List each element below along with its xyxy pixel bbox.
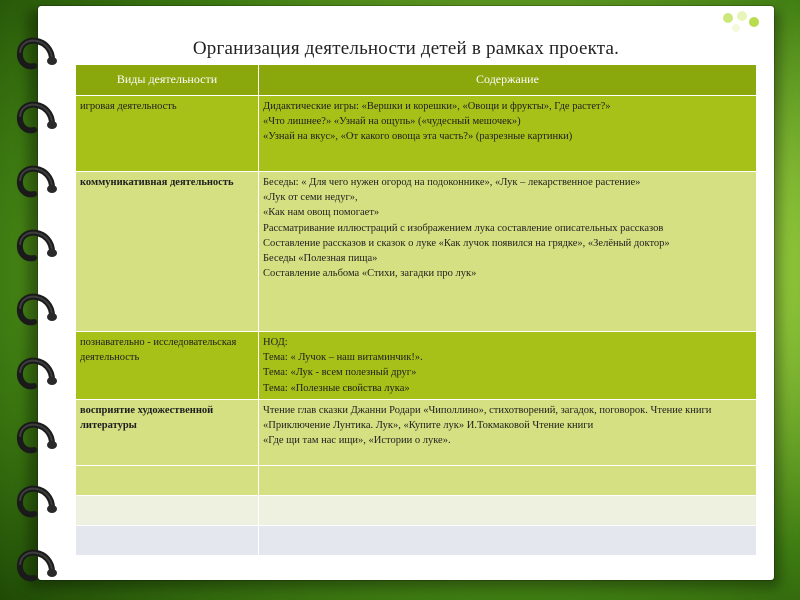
empty-cell <box>259 465 757 495</box>
content-cell <box>259 332 757 400</box>
binder-ring-icon <box>12 158 60 200</box>
binder-ring-icon <box>12 30 60 72</box>
slide-title: Организация деятельности детей в рамках проекта. <box>192 38 620 59</box>
binder-ring-icon <box>12 350 60 392</box>
activity-label: восприятие художественной литературы <box>80 404 214 432</box>
binder-ring-icon <box>12 478 60 520</box>
content-line: Чтение глав сказки Джанни Родари «Чиполлино», стихотворений, загадок, поговорок. Чтение книги «Приключение Лунтика. Лук», «Купите лук» И.Токмаковой Чтение книги <box>263 404 712 432</box>
table-row-empty <box>76 465 757 495</box>
content-line: «Как нам овощ помогает» <box>263 207 380 219</box>
activity-label: коммуникативная деятельность <box>80 177 234 188</box>
content-cell <box>259 96 757 172</box>
content-line: НОД: <box>263 337 288 348</box>
empty-cell <box>76 525 259 555</box>
content-line: Составление альбома «Стихи, загадки про лук» <box>263 268 477 280</box>
content-line: Рассматривание иллюстраций с изображением лука составление описательных рассказов <box>263 222 664 234</box>
empty-cell <box>76 495 259 525</box>
binder-ring-icon <box>12 542 60 584</box>
empty-cell <box>76 465 259 495</box>
content-line: Беседы: « Для чего нужен огород на подоконнике», «Лук – лекарственное растение» <box>263 177 641 188</box>
content-line: «Лук от семи недуг», <box>263 192 358 204</box>
table-row <box>76 332 757 400</box>
activity-cell <box>76 399 259 465</box>
activity-cell <box>76 96 259 172</box>
empty-cell <box>259 495 757 525</box>
content-line: «Узнай на вкус», «От какого овоща эта часть?» (разрезные картинки) <box>263 131 573 143</box>
content-line: «Что лишнее?» «Узнай на ощупь» («чудесный мешочек») <box>263 116 521 128</box>
content-line: Составление рассказов и сказок о луке «Как лучок появился на грядке», «Зелёный доктор» <box>263 237 670 249</box>
column-header-activity: Виды деятельности <box>76 65 259 96</box>
table-row-empty <box>76 525 757 555</box>
content-line: Дидактические игры: «Вершки и корешки», «Овощи и фрукты», Где растет?» <box>263 101 611 112</box>
activity-cell <box>76 332 259 400</box>
activity-cell <box>76 172 259 332</box>
activity-table <box>75 64 757 556</box>
empty-cell <box>259 525 757 555</box>
table-row <box>76 96 757 172</box>
activity-label: познавательно - исследовательская деятельность <box>80 337 237 364</box>
content-line: Беседы «Полезная пища» <box>263 253 378 265</box>
content-line: «Где щи там нас ищи», «Истории о луке». <box>263 435 451 447</box>
binder-ring-icon <box>12 94 60 136</box>
content-line: Тема: « Лучок – наш витаминчик!». <box>263 352 423 364</box>
table-row <box>76 399 757 465</box>
binder-ring-icon <box>12 414 60 456</box>
activity-label: игровая деятельность <box>80 101 177 112</box>
content-cell <box>259 172 757 332</box>
binder-ring-icon <box>12 286 60 328</box>
content-cell <box>259 399 757 465</box>
binder-ring-icon <box>12 222 60 264</box>
corner-dots-icon <box>708 10 764 36</box>
content-line: Тема: «Полезные свойства лука» <box>263 382 410 394</box>
table-row <box>76 172 757 332</box>
table-row-empty <box>76 495 757 525</box>
column-header-content: Содержание <box>259 65 757 96</box>
table-header-row <box>76 65 757 96</box>
content-line: Тема: «Лук - всем полезный друг» <box>263 367 417 379</box>
